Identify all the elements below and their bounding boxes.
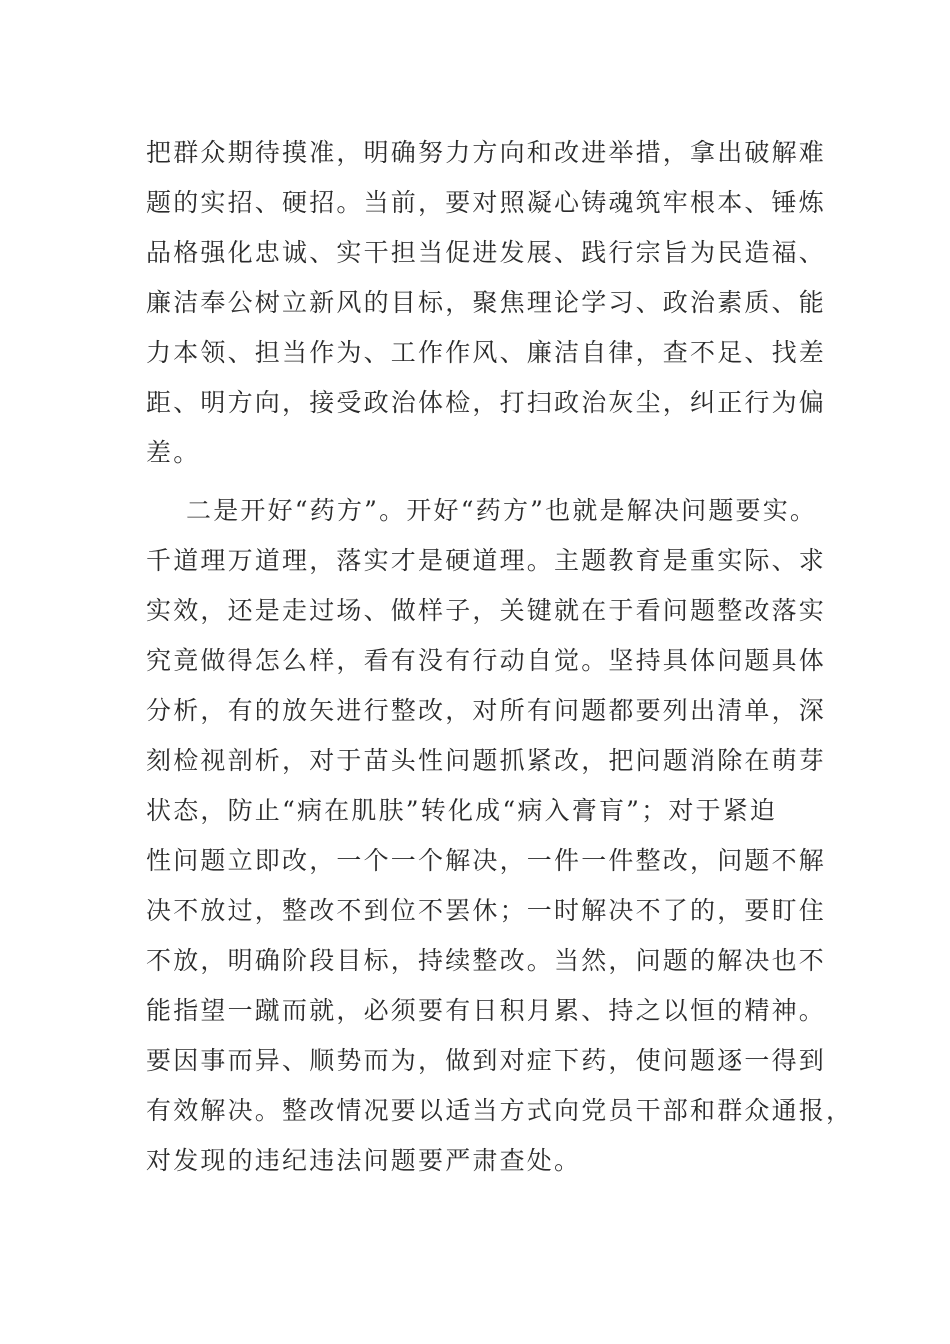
text-line: 力本领、担当作为、工作作风、廉洁自律，查不足、找差 (146, 338, 827, 367)
text-line: 品格强化忠诚、实干担当促进发展、践行宗旨为民造福、 (146, 238, 827, 267)
text-line: 决不放过，整改不到位不罢休；一时解决不了的，要盯住 (146, 896, 827, 925)
text-line: 能指望一蹴而就，必须要有日积月累、持之以恒的精神。 (146, 996, 827, 1025)
text-line: 实效，还是走过场、做样子，关键就在于看问题整改落实 (146, 596, 827, 625)
text-line: 廉洁奉公树立新风的目标，聚焦理论学习、政治素质、能 (146, 288, 827, 317)
text-line: 要因事而异、顺势而为，做到对症下药，使问题逐一得到 (146, 1046, 827, 1075)
text-line: 题的实招、硬招。当前，要对照凝心铸魂筑牢根本、锤炼 (146, 188, 827, 217)
text-line: 把群众期待摸准，明确努力方向和改进举措，拿出破解难 (146, 138, 827, 167)
text-line: 不放，明确阶段目标，持续整改。当然，问题的解决也不 (146, 946, 827, 975)
text-line: 性问题立即改，一个一个解决，一件一件整改，问题不解 (146, 846, 827, 875)
text-line: 状态，防止“病在肌肤”转化成“病入膏肓”；对于紧迫 (146, 796, 778, 825)
text-line: 千道理万道理，落实才是硬道理。主题教育是重实际、求 (146, 546, 827, 575)
text-line: 究竟做得怎么样，看有没有行动自觉。坚持具体问题具体 (146, 646, 827, 675)
text-line: 距、明方向，接受政治体检，打扫政治灰尘，纠正行为偏 (146, 388, 827, 417)
text-line: 有效解决。整改情况要以适当方式向党员干部和群众通报， (146, 1096, 854, 1125)
text-line: 分析，有的放矢进行整改，对所有问题都要列出清单，深 (146, 696, 827, 725)
text-line: 二是开好“药方”。开好“药方”也就是解决问题要实。 (186, 496, 818, 525)
text-line: 差。 (146, 438, 201, 467)
text-line: 对发现的违纪违法问题要严肃查处。 (146, 1146, 582, 1175)
text-line: 刻检视剖析，对于苗头性问题抓紧改，把问题消除在萌芽 (146, 746, 827, 775)
